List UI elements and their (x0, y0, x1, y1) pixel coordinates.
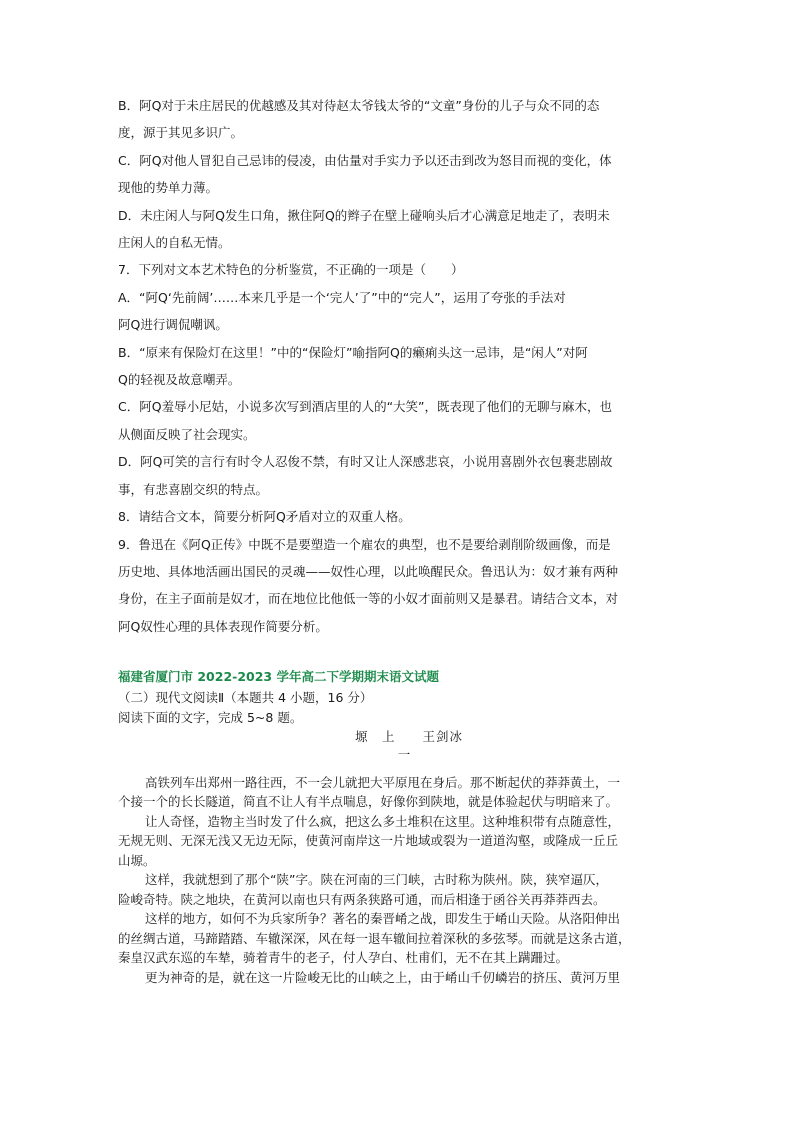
question-line: 历史地、具体地活画出国民的灵魂——奴性心理，以此唤醒民众。鲁迅认为：奴才兼有两种 (118, 563, 619, 579)
paragraph (118, 968, 680, 988)
questions-block (118, 92, 678, 640)
article-title: 塬 上 王剑冰 (354, 729, 463, 744)
question-line: 阿Q奴性心理的具体表现作简要分析。 (118, 618, 328, 634)
question-line: 现他的势单力薄。 (118, 180, 219, 196)
paragraph-line: 这样，我就想到了那个“陕”字。陕在河南的三门峡，古时称为陕州。陕，狭窄逼仄， (145, 872, 608, 887)
question-line: 身份，在主子面前是奴才，而在地位比他低一等的小奴才面前则又是暴君。请结合文本，对 (118, 591, 619, 607)
paragraph-line: 个接一个的长长隧道，简直不让人有半点喘息，好像你到陕地，就是体验起伏与明暗来了。 (118, 794, 619, 809)
question-line: 从侧面反映了社会现实。 (118, 426, 256, 442)
paragraph-line: 的丝绸古道，马蹄踏踏、车辙深深，风在每一退车辙间拉着深秋的多弦琴。而就是这条古道， (118, 930, 631, 946)
question-line: 度，源于其见多识广。 (118, 125, 244, 141)
question-line: C．阿Q对他人冒犯自己忌讳的侵凌，由估量对手实力予以还击到改为怒目而视的变化，体 (118, 152, 612, 168)
paragraph (118, 773, 680, 812)
paragraph (118, 909, 680, 968)
paragraph-line: 更为神奇的是，就在这一片险峻无比的山峡之上，由于崤山千仞嶙岩的挤压、黄河万里 (145, 969, 621, 985)
source-title: 福建省厦门市 2022-2023 学年高二下学期期末语文试题 (118, 669, 439, 684)
part-marker: 一 (397, 746, 411, 762)
instruction: 阅读下面的文字，完成 5~8 题。 (118, 709, 303, 725)
paragraph-line: 这样的地方，如何不为兵家所争？著名的秦晋崤之战，即发生于崤山天险。从洛阳伸出 (145, 911, 621, 926)
question-line: B．“原来有保险灯在这里！”中的“保险灯”喻指阿Q的癞痢头这一忌讳，是“闲人”对阿 (118, 344, 588, 360)
paragraph-line: 山塬。 (118, 852, 156, 868)
paragraph-line: 高铁列车出郑州一路往西，不一会儿就把大平原甩在身后。那不断起伏的莽莽黄土，一 (145, 774, 621, 790)
reading-section (118, 666, 680, 987)
paragraph-line: 让人奇怪，造物主当时发了什么疯，把这么多土堆积在这里。这种堆积带有点随意性， (145, 813, 621, 829)
question-line: B．阿Q对于未庄居民的优越感及其对待赵太爷钱太爷的“文童”身份的儿子与众不同的态 (118, 98, 600, 113)
question-line: D．未庄闲人与阿Q发生口角，揪住阿Q的辫子在壁上碰响头后才心满意足地走了，表明未 (118, 207, 610, 223)
question-line: 庄闲人的自私无情。 (118, 235, 231, 251)
paragraph-line: 险峻奇特。陕之地块，在黄河以南也只有两条狭路可通，而后相逢于函谷关再莽莽西去。 (118, 891, 606, 907)
question-line: 阿Q进行调侃嘲讽。 (118, 317, 228, 333)
question-9: 9．鲁迅在《阿Q正传》中既不是要塑造一个雇农的典型，也不是要给剥削阶级画像，而是 (118, 536, 611, 552)
question-line: Q的轻视及故意嘲弄。 (118, 372, 241, 388)
paragraph-line: 秦皇汉武东巡的车辇，骑着青牛的老子，付人孕白、杜甫们，无不在其上蹒跚过。 (118, 950, 569, 965)
paragraph-line: 无规无则、无深无浅又无边无际，使黄河南岸这一片地域或裂为一道道沟壑，或隆成一丘丘 (118, 833, 619, 848)
question-line: A．“阿Q‘先前阔’……本来几乎是一个‘完人’了”中的“完人”，运用了夸张的手法对 (118, 289, 566, 305)
question-8: 8．请结合文本，简要分析阿Q矛盾对立的双重人格。 (118, 509, 411, 525)
question-line: C．阿Q羞辱小尼姑，小说多次写到酒店里的人的“大笑”，既表现了他们的无聊与麻木，也 (118, 399, 613, 415)
question-line: D．阿Q可笑的言行有时令人忍俊不禁，有时又让人深感悲哀，小说用喜剧外衣包裹悲剧故 (118, 454, 613, 470)
question-line: 事，有悲喜剧交织的特点。 (118, 481, 269, 497)
question-7-stem: 7．下列对文本艺术特色的分析鉴赏，不正确的一项是（ ） (118, 262, 464, 278)
paragraph (118, 870, 680, 909)
paragraph (118, 812, 680, 871)
section-heading: （二）现代文阅读Ⅱ（本题共 4 小题，16 分） (118, 690, 373, 705)
